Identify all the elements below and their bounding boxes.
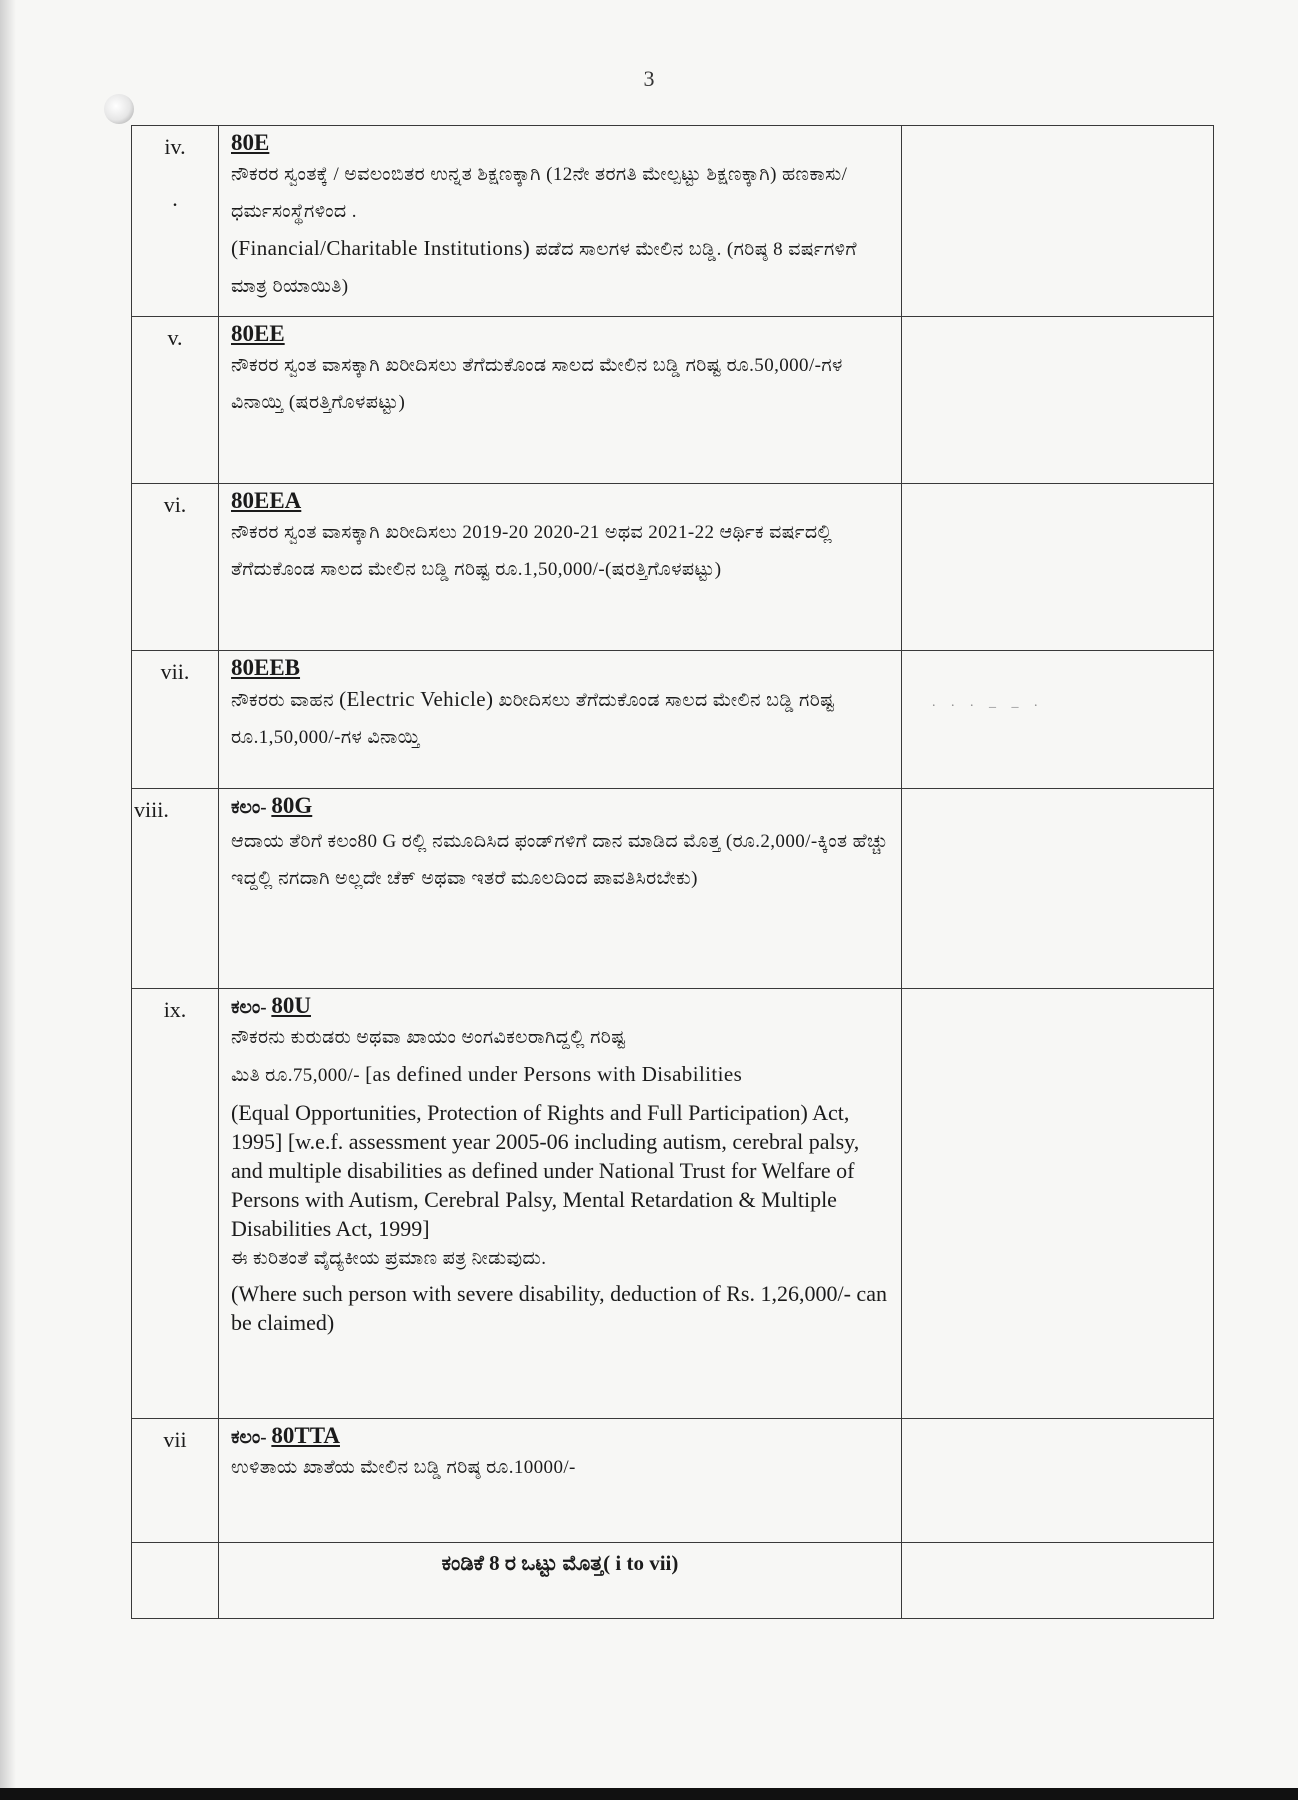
section-title: 80EE bbox=[231, 321, 285, 346]
row-amount-cell bbox=[902, 1419, 1214, 1543]
deductions-table bbox=[131, 125, 1214, 1619]
total-amount-cell bbox=[902, 1543, 1214, 1619]
row-description-cell bbox=[219, 1419, 902, 1543]
total-label-english: ( i to vii) bbox=[603, 1551, 679, 1575]
section-text bbox=[231, 681, 889, 756]
table-row bbox=[132, 1419, 1214, 1543]
punch-hole bbox=[104, 94, 134, 124]
scan-edge-shadow bbox=[0, 0, 16, 1800]
row-number: vii. bbox=[160, 659, 190, 684]
row-number: vi. bbox=[163, 492, 187, 517]
section-title: 80U bbox=[271, 993, 311, 1018]
section-text-kannada-rest: ಖರೀದಿಸಲು ತೆಗೆದುಕೊಂಡ ಸಾಲದ ಮೇಲಿನ ಬಡ್ಡಿ ಗರಿಷ್ಟ ರೂ.1,50,000/-ಗಳ ವಿನಾಯ್ತಿ bbox=[231, 690, 835, 748]
row-number: viii. bbox=[134, 797, 169, 822]
row-number-cell bbox=[132, 317, 219, 484]
total-label-cell bbox=[219, 1543, 902, 1619]
row-number-cell bbox=[132, 989, 219, 1419]
row-amount-cell bbox=[902, 126, 1214, 317]
row-amount-cell bbox=[902, 989, 1214, 1419]
section-text-kannada-note: ಈ ಕುರಿತಂತೆ ವೈದ್ಯಕೀಯ ಪ್ರಮಾಣ ಪತ್ರ ನೀಡುವುದು. bbox=[231, 1248, 547, 1269]
row-description-cell bbox=[219, 317, 902, 484]
row-amount-cell bbox=[902, 484, 1214, 651]
row-number: v. bbox=[167, 325, 183, 350]
section-text: ನೌಕರರ ಸ್ವಂತ ವಾಸಕ್ಕಾಗಿ ಖರೀದಿಸಲು 2019-20 2020-21 ಅಥವ 2021-22 ಆರ್ಥಿಕ ವರ್ಷದಲ್ಲಿ ತೆಗೆದುಕೊಂಡ ಸಾಲದ ಮೇಲಿನ ಬಡ್ಡಿ ಗರಿಷ್ಟ ರೂ.1,50,000/-(ಷರತ್ತಿಗೊಳಪಟ್ಟು) bbox=[231, 522, 833, 580]
row-description-cell bbox=[219, 651, 902, 789]
section-text-kannada: ನೌಕರರು ವಾಹನ bbox=[231, 690, 340, 711]
page-number: 3 bbox=[643, 66, 655, 91]
section-text-kannada: ಮಿತಿ ರೂ.75,000/- bbox=[231, 1065, 366, 1086]
section-title: 80EEB bbox=[231, 655, 301, 680]
table-row bbox=[132, 317, 1214, 484]
section-title: 80TTA bbox=[271, 1423, 340, 1448]
section-text: ನೌಕರರ ಸ್ವಂತಕ್ಕೆ / ಅವಲಂಬಿತರ ಉನ್ನತ ಶಿಕ್ಷಣಕ್ಕಾಗಿ (12ನೇ ತರಗತಿ ಮೇಲ್ಪಟ್ಟು ಶಿಕ್ಷಣಕ್ಕಾಗಿ) ಹಣಕಾಸು/ ಧರ್ಮಸಂಸ್ಥೆಗಳಿಂದ . bbox=[231, 164, 848, 222]
section-title: 80EEA bbox=[231, 488, 302, 513]
section-text-2 bbox=[231, 230, 889, 305]
row-amount-cell bbox=[902, 651, 1214, 789]
row-number-cell bbox=[132, 1419, 219, 1543]
faint-pencil-marks: . . . _ _ . bbox=[932, 695, 1044, 710]
table-row bbox=[132, 989, 1214, 1419]
section-text: ನೌಕರರ ಸ್ವಂತ ವಾಸಕ್ಕಾಗಿ ಖರೀದಿಸಲು ತೆಗೆದುಕೊಂಡ ಸಾಲದ ಮೇಲಿನ ಬಡ್ಡಿ ಗರಿಷ್ಟ ರೂ.50,000/-ಗಳ ವಿನಾಯ್ತಿ (ಷರತ್ತಿಗೊಳಪಟ್ಟು) bbox=[231, 355, 843, 413]
section-text-english-block: (Equal Opportunities, Protection of Rights and Full Participation) Act, 1995] [w.e.f. assessment year 2005-06 including autism, cerebral palsy, and multiple disabilities as defined under National Trust for Welfare of Persons with Autism, Cerebral Palsy, Mental Retardation & Multiple Disabilities Act, 1999] bbox=[231, 1100, 860, 1241]
total-label-kannada: ಕಂಡಿಕೆ 8 ರ ಒಟ್ಟು ಮೊತ್ತ bbox=[441, 1551, 604, 1575]
row-number: ix. bbox=[163, 997, 187, 1022]
row-number-cell bbox=[132, 789, 219, 989]
section-text: ಆದಾಯ ತೆರಿಗೆ ಕಲಂ80 G ರಲ್ಲಿ ನಮೂದಿಸಿದ ಫಂಡ್‌ಗಳಿಗೆ ದಾನ ಮಾಡಿದ ಮೊತ್ತ (ರೂ.2,000/-ಕ್ಕಿಂತ ಹೆಚ್ಚು ಇದ್ದಲ್ಲಿ ನಗದಾಗಿ ಅಲ್ಲದೇ ಚೆಕ್ ಅಥವಾ ಇತರೆ ಮೂಲದಿಂದ ಪಾವತಿಸಿರಬೇಕು) bbox=[231, 831, 889, 889]
section-prefix: ಕಲಂ- bbox=[231, 797, 272, 818]
row-description-cell bbox=[219, 484, 902, 651]
section-text-english: [as defined under Persons with Disabilities bbox=[365, 1062, 743, 1086]
section-text: ನೌಕರನು ಕುರುಡರು ಅಥವಾ ಖಾಯಂ ಅಂಗವಿಕಲರಾಗಿದ್ದಲ್ಲಿ ಗರಿಷ್ಟ bbox=[231, 1027, 626, 1048]
total-label bbox=[231, 1547, 889, 1576]
section-title: 80G bbox=[271, 793, 313, 818]
row-number: iv. bbox=[164, 134, 186, 159]
table-row bbox=[132, 789, 1214, 989]
section-text-kannada: ಪಡೆದ ಸಾಲಗಳ ಮೇಲಿನ ಬಡ್ಡಿ. (ಗರಿಷ್ಠ 8 ವರ್ಷಗಳಿಗೆ ಮಾತ್ರ ರಿಯಾಯಿತಿ) bbox=[231, 239, 857, 297]
table-row bbox=[132, 651, 1214, 789]
section-prefix: ಕಲಂ- bbox=[231, 1427, 272, 1448]
row-number: vii bbox=[163, 1427, 187, 1452]
table-row bbox=[132, 126, 1214, 317]
section-text-english: (Financial/Charitable Institutions) bbox=[231, 236, 531, 260]
row-description-cell bbox=[219, 989, 902, 1419]
section-text: ಉಳಿತಾಯ ಖಾತೆಯ ಮೇಲಿನ ಬಡ್ಡಿ ಗರಿಷ್ಠ ರೂ.10000/- bbox=[231, 1457, 576, 1478]
table-row bbox=[132, 484, 1214, 651]
row-number-cell bbox=[132, 484, 219, 651]
section-text-2 bbox=[231, 1056, 889, 1094]
total-row bbox=[132, 1543, 1214, 1619]
row-amount-cell bbox=[902, 317, 1214, 484]
section-text-english-note: (Where such person with severe disability, deduction of Rs. 1,26,000/- can be claimed) bbox=[231, 1281, 887, 1335]
row-number-cell bbox=[132, 126, 219, 317]
row-amount-cell bbox=[902, 789, 1214, 989]
row-number-cell bbox=[132, 651, 219, 789]
scan-bottom-edge bbox=[0, 1788, 1298, 1800]
stray-dot: . bbox=[172, 186, 178, 211]
section-text-english: (Electric Vehicle) bbox=[339, 687, 494, 711]
row-number-cell bbox=[132, 1543, 219, 1619]
row-description-cell bbox=[219, 126, 902, 317]
section-title: 80E bbox=[231, 130, 270, 155]
section-prefix: ಕಲಂ- bbox=[231, 997, 272, 1018]
row-description-cell bbox=[219, 789, 902, 989]
